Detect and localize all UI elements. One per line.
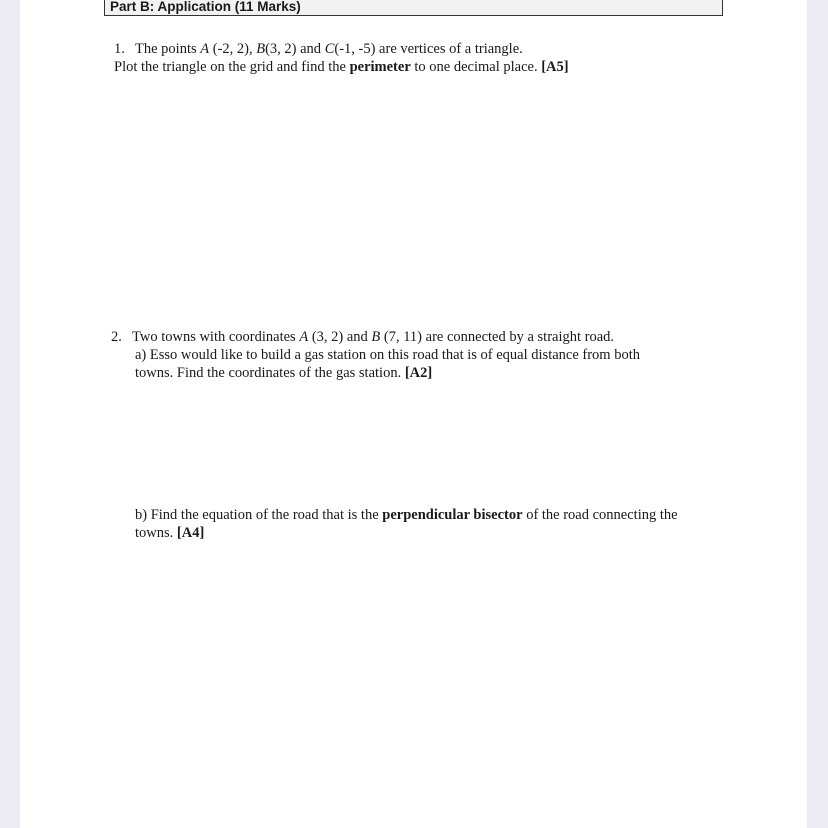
point-label: B [256,41,266,57]
question-2-line-1 [111,328,731,346]
point-label: C [324,41,335,57]
point-label: A [299,329,309,345]
text-run: (-2, 2), [209,41,257,57]
question-2a-line-1 [111,346,731,364]
bold-term: perimeter [349,59,411,75]
text-run: b) Find the equation of the road that is the [135,507,383,523]
text-run: (7, 11) are connected by a straight road. [380,329,615,345]
text-run: a) Esso would like to build a gas station on this road that is of equal distance from both [135,347,640,363]
question-number: 1. [114,41,125,57]
question-1 [114,40,734,76]
text-run: (-1, -5) are vertices of a triangle. [334,41,523,57]
text-run: (3, 2) and [265,41,325,57]
question-1-line-1 [114,40,734,58]
text-run: The points [135,41,201,57]
text-run: of the road connecting the [522,507,678,523]
text-run: (3, 2) and [308,329,372,345]
question-1-line-2 [114,58,734,76]
question-2 [111,328,731,382]
section-header [104,0,723,16]
text-run: Two towns with coordinates [132,329,300,345]
marks-badge: [A4] [176,525,205,541]
text-run: towns. Find the coordinates of the gas station. [135,365,405,381]
question-2b [135,506,725,542]
question-2b-line-1 [135,506,725,524]
question-number: 2. [111,329,122,345]
document-page [20,0,807,828]
point-label: B [371,329,381,345]
point-label: A [200,41,210,57]
marks-badge: [A2] [404,365,433,381]
section-title: Part B: Application (11 Marks) [110,0,301,14]
question-2b-line-2 [135,524,725,542]
question-2a-line-2 [111,364,731,382]
text-run: towns. [135,525,177,541]
text-run: to one decimal place. [410,59,542,75]
bold-term: perpendicular bisector [382,507,523,523]
text-run: Plot the triangle on the grid and find the [114,59,350,75]
marks-badge: [A5] [541,59,569,75]
